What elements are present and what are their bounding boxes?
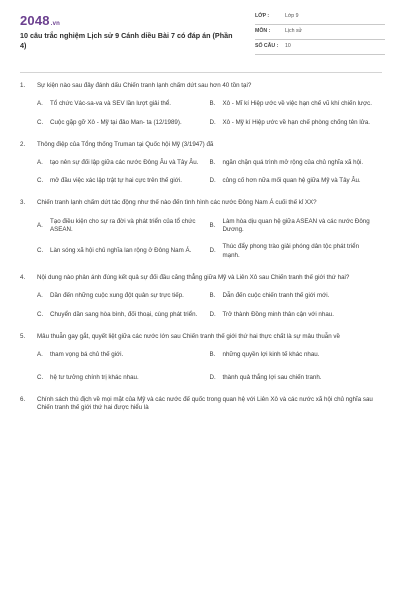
answer-option[interactable] — [37, 243, 210, 260]
answer-letter: B. — [209, 159, 216, 167]
question-text: Nội dung nào phản ánh đúng kết quả sự đối đầu căng thẳng giữa Mỹ và Liên Xô sau Chiến tranh thế giới thứ hai? — [37, 273, 350, 281]
answer-option[interactable] — [210, 351, 383, 359]
answer-letter: C. — [37, 118, 44, 126]
info-value: Lịch sử — [285, 28, 303, 35]
answer-text: những quyền lợi kinh tế khác nhau. — [222, 351, 320, 359]
info-box — [255, 10, 385, 55]
question-number: 6. — [20, 396, 26, 404]
question-number: 4. — [20, 273, 26, 281]
answer-option[interactable] — [210, 159, 383, 167]
question-text: Thông điệp của Tổng thống Truman tại Quốc hội Mỹ (3/1947) đã — [37, 141, 214, 149]
logo-suffix: .vn — [50, 21, 61, 27]
answer-letter: D. — [209, 118, 216, 126]
header-divider — [20, 72, 382, 73]
answer-letter: B. — [209, 100, 216, 108]
answer-option[interactable] — [210, 218, 383, 235]
answer-letter: A. — [37, 221, 43, 229]
site-logo[interactable] — [20, 12, 60, 30]
answer-text: Dần đến những cuộc xung đột quân sự trực tiếp. — [50, 292, 184, 300]
answer-text: Làn sóng xã hội chủ nghĩa lan rộng ở Đông Nam Á. — [50, 247, 192, 255]
question-number: 1. — [20, 82, 26, 89]
answer-option[interactable] — [37, 351, 210, 359]
answer-option[interactable] — [210, 177, 383, 185]
answer-option[interactable] — [210, 100, 383, 108]
answer-text: củng cố hơn nữa mối quan hệ giữa Mỹ và Tây Âu. — [222, 176, 361, 184]
question-2 — [20, 141, 382, 185]
answer-option[interactable] — [210, 292, 383, 300]
answer-letter: C. — [37, 176, 44, 184]
answer-text: Cuộc gặp gỡ Xô - Mỹ tại đảo Man- ta (12/1989). — [50, 118, 182, 126]
answer-option[interactable] — [210, 311, 383, 319]
answer-text: Tổ chức Vác-sa-va và SEV lần lượt giải thể. — [50, 100, 172, 108]
logo-main: 2048 — [20, 13, 50, 28]
question-4 — [20, 274, 382, 319]
info-label: LỚP : — [255, 13, 270, 20]
answer-option[interactable] — [37, 100, 210, 108]
info-row-subject — [255, 25, 385, 40]
answer-letter: B. — [209, 351, 216, 359]
question-text: Chiến tranh lạnh chấm dứt tác động như thế nào đến tình hình các nước Đông Nam Á cuối thế kỉ XX? — [37, 199, 317, 207]
question-5 — [20, 333, 382, 382]
answer-letter: A. — [37, 159, 43, 167]
document-title: 10 câu trắc nghiệm Lịch sử 9 Cánh diều Bài 7 có đáp án (Phần 4) — [20, 31, 233, 50]
answer-text: Xô - Mĩ kí Hiệp ước về việc hạn chế vũ khí chiến lược. — [222, 100, 372, 108]
answer-text: ngăn chặn quá trình mở rộng của chủ nghĩa xã hội. — [222, 159, 364, 167]
answer-text: Thúc đẩy phong trào giải phóng dân tộc phát triển mạnh. — [222, 243, 360, 259]
info-row-count — [255, 40, 385, 55]
answer-option[interactable] — [210, 243, 383, 260]
answer-option[interactable] — [37, 292, 210, 300]
question-number: 2. — [20, 141, 26, 149]
info-row-class — [255, 10, 385, 25]
answer-option[interactable] — [37, 159, 210, 167]
answer-text: Chuyển dần sang hòa bình, đối thoại, cùng phát triển. — [50, 310, 198, 318]
answer-text: thành quả thắng lợi sau chiến tranh. — [222, 373, 322, 381]
answer-text: mở đầu việc xác lập trật tự hai cực trên thế giới. — [50, 176, 182, 184]
answer-text: hệ tư tưởng chính trị khác nhau. — [50, 373, 139, 381]
question-number: 3. — [20, 199, 26, 207]
info-value: Lớp 9 — [285, 13, 299, 20]
info-label: SỐ CÂU : — [255, 43, 279, 50]
answer-option[interactable] — [210, 374, 383, 382]
answer-letter: C. — [37, 373, 44, 381]
answer-text: Tạo điều kiện cho sự ra đời và phát triển của tổ chức ASEAN. — [50, 217, 196, 233]
info-label: MÔN : — [255, 28, 271, 35]
answer-option[interactable] — [37, 177, 210, 185]
answer-letter: C. — [37, 247, 44, 255]
answer-option[interactable] — [37, 218, 210, 235]
question-text: Mâu thuẫn gay gắt, quyết liệt giữa các nước lớn sau Chiến tranh thế giới thứ hai thực chất là sự mâu thuẫn về — [37, 333, 340, 341]
answer-letter: A. — [37, 351, 43, 359]
answer-option[interactable] — [37, 119, 210, 127]
question-3 — [20, 199, 382, 260]
answer-letter: B. — [209, 221, 216, 229]
answer-text: Dẫn đến cuộc chiến tranh thế giới mới. — [222, 292, 330, 300]
answer-text: Trở thành Đồng minh thân cận với nhau. — [222, 310, 334, 318]
question-text: Chính sách thù địch về mọi mặt của Mỹ và các nước đế quốc trong quan hệ với Liên Xô và các nước xã hội chủ nghĩa sau Chiến tranh thế giới thứ hai được hiểu là — [37, 396, 373, 412]
answer-letter: D. — [209, 176, 216, 184]
page-header — [0, 0, 400, 64]
answer-option[interactable] — [37, 311, 210, 319]
answer-letter: D. — [209, 247, 216, 255]
question-1 — [20, 82, 382, 127]
answer-option[interactable] — [210, 119, 383, 127]
answer-text: Xô - Mỹ kí Hiệp ước về hạn chế phòng chống tên lửa. — [222, 118, 371, 126]
answer-text: tạo nên sự đối lập giữa các nước Đông Âu và Tây Âu. — [50, 159, 199, 167]
question-number: 5. — [20, 333, 26, 341]
answer-letter: B. — [209, 292, 216, 300]
answer-letter: D. — [209, 373, 216, 381]
answer-text: Làm hòa dịu quan hệ giữa ASEAN và các nước Đông Dương. — [222, 217, 370, 233]
answer-letter: A. — [37, 292, 43, 300]
info-value: 10 — [285, 43, 291, 50]
answer-letter: D. — [209, 310, 216, 318]
answer-letter: C. — [37, 310, 44, 318]
question-6 — [20, 396, 382, 413]
question-text: Sự kiện nào sau đây đánh dấu Chiến tranh lạnh chấm dứt sau hơn 40 tồn tại? — [37, 82, 252, 89]
answer-option[interactable] — [37, 374, 210, 382]
answer-letter: A. — [37, 100, 43, 108]
answer-text: tham vọng bá chủ thế giới. — [50, 351, 124, 359]
question-list — [20, 80, 382, 413]
